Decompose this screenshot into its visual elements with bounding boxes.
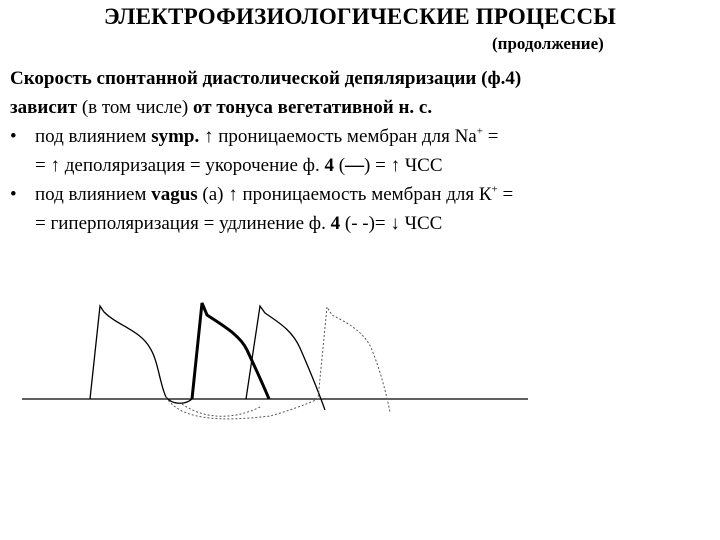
symp-cont-phase: 4 <box>324 155 334 176</box>
bullet-vagus-keyword: vagus <box>151 184 198 205</box>
bullet-vagus-prefix: под влиянием <box>35 184 152 205</box>
bullet-vagus-ion-charge: + <box>491 183 498 196</box>
action-potential-normal-1 <box>90 306 192 403</box>
symp-cont-text: = ↑ деполяризация = укорочение ф. <box>35 155 325 176</box>
page-subtitle: (продолжение) <box>492 34 604 53</box>
action-potential-sympathetic <box>192 303 269 399</box>
intro-normal-text: (в том числе) <box>77 97 193 118</box>
action-potential-normal-2 <box>246 306 325 410</box>
intro-bold-heading: Скорость спонтанной диастолической депяляризации (ф.4) <box>10 68 522 89</box>
bullet-marker: • <box>10 126 17 147</box>
intro-bold-tone: от тонуса вегетативной н. с. <box>192 97 433 118</box>
vagus-cont-phase: 4 <box>330 213 341 234</box>
bullet-symp-ion-charge: + <box>476 125 483 138</box>
vagus-cont-text: = гиперполяризация = удлинение ф. <box>35 213 331 234</box>
page-title: ЭЛЕКТРОФИЗИОЛОГИЧЕСКИЕ ПРОЦЕССЫ <box>103 4 617 29</box>
bullet-symp-keyword: symp. <box>151 126 200 147</box>
symp-cont-end: ) = ↑ ЧСС <box>364 155 443 176</box>
bullet-symp-text: ↑ проницаемость мембран для Na <box>199 126 477 147</box>
bullet-symp-equals: = <box>482 126 499 147</box>
bullet-vagus-equals: = <box>497 184 514 205</box>
bullet-symp-prefix: под влиянием <box>35 126 152 147</box>
intro-bold-depends: зависит <box>10 97 78 118</box>
hyperpolarization-dashed <box>182 404 262 416</box>
bullet-vagus-text: (а) ↑ проницаемость мембран для К <box>197 184 492 205</box>
symp-cont-paren: ( <box>333 155 346 176</box>
vagus-cont-end: (- -)= ↓ ЧСС <box>340 213 443 234</box>
symp-cont-dash: — <box>345 155 365 176</box>
bullet-marker: • <box>10 184 17 205</box>
